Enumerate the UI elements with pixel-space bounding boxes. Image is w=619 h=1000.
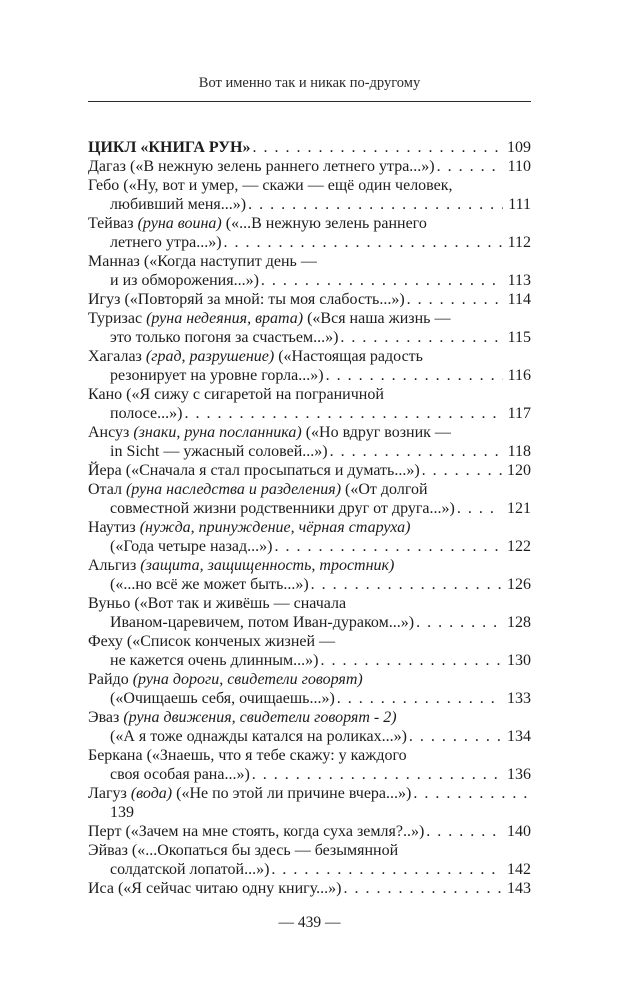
toc-entry (88, 879, 531, 898)
toc-entry (88, 708, 531, 746)
toc-entry (88, 594, 531, 632)
toc-text: Отал (88, 481, 126, 498)
toc-line (88, 556, 531, 575)
toc-page-number: 143 (507, 880, 531, 897)
toc-line (88, 461, 531, 480)
toc-text: («Не по этой ли причине вчера...») (172, 785, 412, 802)
toc-text: полосе...») (110, 405, 183, 422)
toc-page-number: 139 (110, 804, 134, 821)
dot-leader (437, 157, 503, 176)
toc-line (88, 271, 531, 290)
toc-entry (88, 252, 531, 290)
toc-line (88, 841, 531, 860)
toc-text: Дагаз («В нежную зелень раннего летнего утра...») (88, 158, 435, 175)
toc-text: (руна наследства и разделения) (125, 481, 342, 498)
toc-entry (88, 670, 531, 708)
toc-text: Вуньо («Вот так и живёшь — сначала (88, 595, 347, 612)
toc-page-number: 136 (507, 766, 531, 783)
toc-text: («...но всё же может быть...») (110, 576, 309, 593)
dot-leader (330, 442, 503, 461)
dot-leader (275, 537, 503, 556)
toc-line (88, 423, 531, 442)
toc-text: Лагуз (88, 785, 131, 802)
toc-line (88, 442, 531, 461)
toc-list (88, 138, 531, 898)
toc-entry (88, 176, 531, 214)
toc-page-number: 117 (507, 405, 531, 422)
dot-leader (311, 575, 502, 594)
toc-entry (88, 822, 531, 841)
dot-leader (416, 613, 502, 632)
dot-leader (271, 860, 502, 879)
toc-text: Гебо («Ну, вот и умер, — скажи — ещё один человек, (88, 177, 453, 194)
toc-text: Иса («Я сейчас читаю одну книгу...») (88, 880, 342, 897)
toc-text: Альгиз (88, 557, 141, 574)
toc-page-number: 120 (507, 462, 531, 479)
toc-page-number: 115 (507, 329, 531, 346)
toc-line (88, 499, 531, 518)
toc-entry (88, 157, 531, 176)
toc-line (88, 860, 531, 879)
dot-leader (184, 404, 502, 423)
toc-entry (88, 385, 531, 423)
toc-line (88, 176, 531, 195)
dot-leader (252, 765, 502, 784)
dot-leader (248, 195, 503, 214)
dot-leader (321, 651, 503, 670)
toc-line (88, 157, 531, 176)
dot-leader (340, 328, 502, 347)
toc-text: Йера («Сначала я стал просыпаться и думать...») (88, 462, 420, 479)
toc-entry (88, 746, 531, 784)
toc-text: солдатской лопатой...») (110, 861, 270, 878)
toc-line (88, 385, 531, 404)
dot-leader (252, 138, 502, 157)
dot-leader (457, 499, 502, 518)
toc-line (88, 632, 531, 651)
toc-text: (град, разрушение) (145, 348, 275, 365)
toc-line (88, 765, 531, 784)
dot-leader (343, 879, 502, 898)
toc-entry (88, 784, 531, 822)
toc-text: Иваном-царевичем, потом Иван-дураком...») (110, 614, 415, 631)
toc-page-number: 112 (507, 234, 531, 251)
toc-line (88, 537, 531, 556)
toc-text: («Вся наша жизнь — (303, 310, 451, 327)
toc-text: Хагалаз (88, 348, 146, 365)
toc-text: (руна дороги, свидетели говорят) (132, 671, 363, 688)
toc-page-number: 134 (507, 728, 531, 745)
toc-text: Феху («Список конченых жизней — (88, 633, 336, 650)
dot-leader (337, 689, 502, 708)
toc-entry (88, 461, 531, 480)
dot-leader (326, 366, 503, 385)
toc-page-number: 113 (507, 272, 531, 289)
toc-text: Тейваз (88, 215, 138, 232)
toc-text: Перт («Зачем на мне стоять, когда суха земля?..») (88, 823, 425, 840)
toc-entry (88, 632, 531, 670)
toc-text: Райдо (88, 671, 133, 688)
toc-text: резонирует на уровне горла...») (110, 367, 324, 384)
toc-page-number: 118 (507, 443, 531, 460)
toc-line (88, 404, 531, 423)
toc-page-number: 116 (507, 367, 531, 384)
toc-entry (88, 423, 531, 461)
toc-entry (88, 309, 531, 347)
toc-page-number: 121 (507, 500, 531, 517)
toc-line (88, 746, 531, 765)
toc-text: ЦИКЛ «КНИГА РУН» (88, 139, 251, 156)
dot-leader (413, 784, 528, 803)
toc-text: Беркана («Знаешь, что я тебе скажу: у каждого (88, 747, 407, 764)
toc-line (88, 613, 531, 632)
toc-text: (руна недеяния, врата) (146, 310, 304, 327)
toc-page-number: 114 (507, 291, 531, 308)
toc-entry (88, 480, 531, 518)
toc-text: Ансуз (88, 424, 134, 441)
toc-line (88, 879, 531, 898)
running-title: Вот именно так и никак по-другому (198, 75, 421, 91)
toc-entry (88, 518, 531, 556)
toc-entry (88, 556, 531, 594)
toc-entry (88, 841, 531, 879)
toc-text: in Sicht — ужасный соловей...») (110, 443, 328, 460)
dot-leader (261, 271, 503, 290)
toc-text: (вода) (130, 785, 173, 802)
toc-text: Манназ («Когда наступит день — (88, 253, 317, 270)
toc-text: Эваз (88, 709, 124, 726)
toc-line (88, 138, 531, 157)
toc-line (88, 670, 531, 689)
toc-text: Наутиз (88, 519, 140, 536)
toc-text: летнего утра...») (110, 234, 222, 251)
toc-text: (защита, защищенность, тростник) (140, 557, 395, 574)
toc-page-number: 130 (507, 652, 531, 669)
toc-page-number: 126 (507, 576, 531, 593)
toc-text: (руна движения, свидетели говорят - 2) (123, 709, 397, 726)
toc-line (88, 195, 531, 214)
toc-line (88, 252, 531, 271)
dot-leader (426, 822, 502, 841)
toc-page-number: 110 (507, 158, 531, 175)
toc-text: («Года четыре назад...») (110, 538, 273, 555)
toc-text: и из обморожения...») (110, 272, 259, 289)
toc-text: («Очищаешь себя, очищаешь...») (110, 690, 335, 707)
toc-line (88, 347, 531, 366)
toc-line (88, 822, 531, 841)
toc-line (88, 214, 531, 233)
toc-line (88, 233, 531, 252)
toc-page-number: 128 (507, 614, 531, 631)
toc-line (88, 328, 531, 347)
dot-leader (409, 727, 502, 746)
toc-text: (знаки, руна посланника) (133, 424, 302, 441)
toc-page-number: 142 (507, 861, 531, 878)
toc-text: не кажется очень длинным...») (110, 652, 319, 669)
toc-line (88, 480, 531, 499)
toc-page-number: 133 (507, 690, 531, 707)
toc-entry (88, 214, 531, 252)
footer-page-number: — 439 — (278, 914, 341, 931)
toc-text: это только погоня за счастьем...») (110, 329, 339, 346)
toc-text: Игуз («Повторяй за мной: ты моя слабость...») (88, 291, 405, 308)
toc-page-number: 111 (508, 196, 531, 213)
toc-line (88, 651, 531, 670)
toc-page-number: 122 (507, 538, 531, 555)
toc-text: любивший меня...») (110, 196, 247, 213)
toc-line (88, 366, 531, 385)
toc-text: («А я тоже однажды катался на роликах...») (110, 728, 407, 745)
toc-text: («Настоящая радость (274, 348, 423, 365)
toc-text: («От долгой (341, 481, 428, 498)
toc-line (88, 689, 531, 708)
toc-entry (88, 290, 531, 309)
toc-text: (руна воина) (137, 215, 222, 232)
dot-leader (407, 290, 503, 309)
toc-text: Туризас (88, 310, 147, 327)
dot-leader (224, 233, 503, 252)
toc-entry (88, 347, 531, 385)
toc-text: (нужда, принуждение, чёрная старуха) (139, 519, 411, 536)
toc-entry (88, 138, 531, 157)
toc-page-number: 109 (507, 139, 531, 156)
toc-line (88, 708, 531, 727)
toc-text: своя особая рана...») (110, 766, 250, 783)
toc-text: Кано («Я сижу с сигаретой на пограничной (88, 386, 384, 403)
toc-line (88, 309, 531, 328)
toc-text: совместной жизни родственники друг от друга...») (110, 500, 455, 517)
toc-line (88, 727, 531, 746)
toc-page-number: 140 (507, 823, 531, 840)
toc-line (88, 594, 531, 613)
toc-line (88, 784, 531, 803)
header-divider (88, 101, 531, 102)
toc-text: Эйваз («...Окопаться бы здесь — безымянной (88, 842, 399, 859)
toc-line (88, 575, 531, 594)
dot-leader (422, 461, 502, 480)
toc-line (88, 518, 531, 537)
toc-text: («Но вдруг возник — (301, 424, 451, 441)
toc-line (88, 290, 531, 309)
toc-text: («...В нежную зелень раннего (221, 215, 427, 232)
